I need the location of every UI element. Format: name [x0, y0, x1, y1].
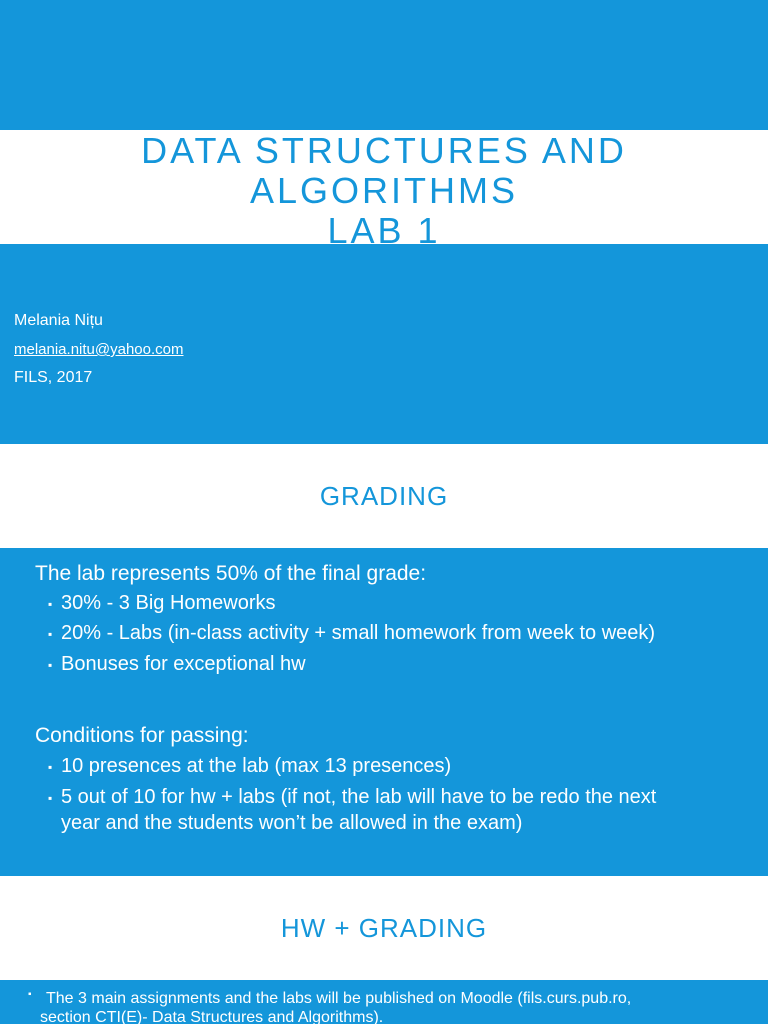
grading-intro: The lab represents 50% of the final grade: [35, 562, 427, 585]
slide1-title-line2: ALGORITHMS [249, 170, 519, 211]
slide3-title: HW + GRADING [280, 913, 488, 943]
bullet-icon: ▪ [48, 658, 53, 672]
list-item-continuation: year and the students won’t be allowed in the exam) [61, 812, 523, 834]
slide2-title-area [0, 444, 768, 548]
author-email-link[interactable]: melania.nitu@yahoo.com [14, 341, 184, 358]
bullet-icon: ▪ [48, 760, 53, 774]
slide2-body [0, 548, 768, 876]
list-item: 10 presences at the lab (max 13 presences) [61, 755, 452, 777]
affiliation: FILS, 2017 [14, 369, 93, 386]
slide1-author-band [0, 244, 768, 444]
list-item: 5 out of 10 for hw + labs (if not, the lab will have to be redo the next [61, 786, 657, 808]
slide1-title-area [0, 130, 768, 244]
slide3-title-area [0, 876, 768, 980]
slide3-body [0, 980, 768, 1024]
list-item: Bonuses for exceptional hw [61, 653, 306, 675]
bullet-icon: ▪ [48, 627, 53, 641]
author-name: Melania Nițu [14, 312, 103, 329]
slide1-top-band [0, 0, 768, 130]
conditions-heading: Conditions for passing: [35, 724, 249, 747]
bullet-icon: ▪ [28, 989, 32, 1000]
list-item: 30% - 3 Big Homeworks [61, 592, 276, 614]
bullet-icon: ▪ [48, 791, 53, 805]
slide1-title-line3: LAB 1 [327, 210, 441, 244]
slide2-title: GRADING [319, 481, 449, 511]
list-item-continuation: section CTI(E)- Data Structures and Algorithms). [40, 1009, 384, 1026]
list-item: The 3 main assignments and the labs will be published on Moodle (fils.curs.pub.ro, [46, 990, 632, 1007]
list-item: 20% - Labs (in-class activity + small homework from week to week) [61, 622, 656, 644]
bullet-icon: ▪ [48, 597, 53, 611]
slide1-title-line1: DATA STRUCTURES AND [141, 130, 627, 171]
